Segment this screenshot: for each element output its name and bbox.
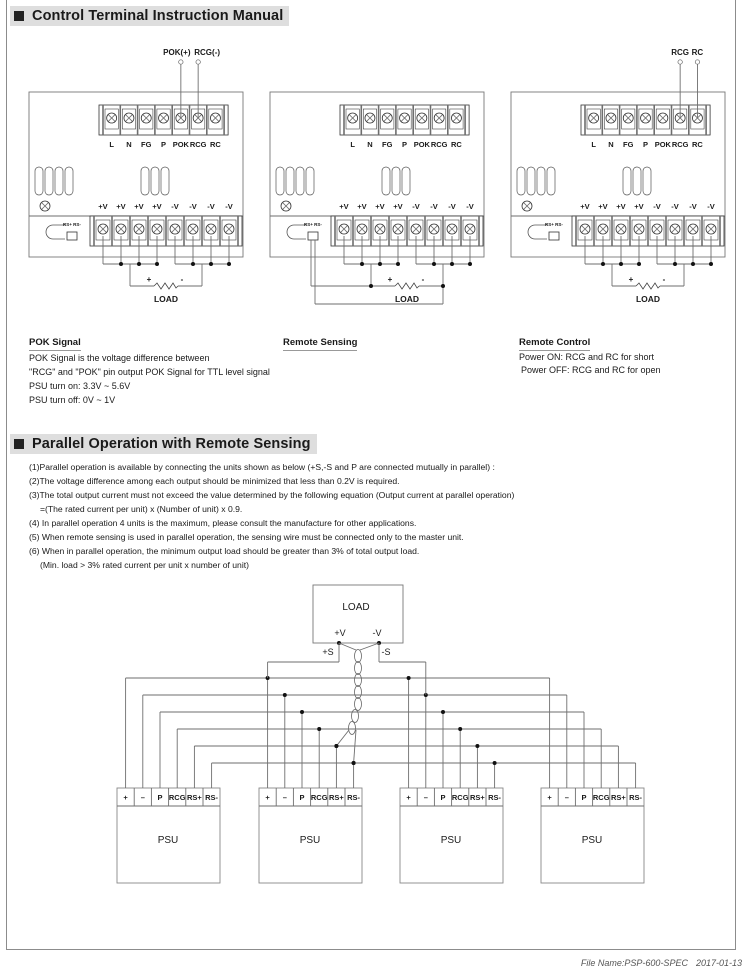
terminal-label-pok: POK	[654, 140, 671, 149]
psu-terminal-label: –	[423, 793, 428, 802]
terminal-label-rc: RC	[451, 140, 462, 149]
vent-slot	[382, 167, 390, 195]
rs-connector-label: RS+ RS-	[63, 222, 81, 227]
junction-dot	[191, 262, 195, 266]
output-label: -V	[430, 202, 438, 211]
twisted-pair	[349, 722, 356, 735]
output-label: -V	[707, 202, 715, 211]
output-label: +V	[134, 202, 144, 211]
pok-signal-line: "RCG" and "POK" pin output POK Signal for TTL level signal	[29, 367, 270, 377]
square-bullet-icon	[14, 439, 24, 449]
junction-dot	[691, 262, 695, 266]
pok-signal-heading: POK Signal	[29, 337, 81, 351]
junction-dot	[334, 744, 338, 748]
psu-terminal-label: RS-	[205, 793, 219, 802]
psu-terminal-label: P	[157, 793, 163, 802]
psu-terminal-label: +	[123, 793, 128, 802]
load-box	[313, 585, 403, 643]
junction-dot	[283, 693, 287, 697]
section-title-control-terminal	[10, 6, 289, 26]
load-minus: -	[180, 275, 184, 284]
footer-date: 2017-01-13	[695, 958, 742, 968]
junction-dot	[317, 727, 321, 731]
parallel-diagram	[0, 580, 750, 890]
junction-dot	[450, 262, 454, 266]
psu-terminal-label: –	[564, 793, 569, 802]
terminal-pin-icon	[695, 60, 699, 64]
junction-dot	[119, 262, 123, 266]
pok-plus-label: POK(+)	[163, 48, 191, 57]
psu-terminal-label: RCG	[168, 793, 186, 802]
vent-slot	[306, 167, 314, 195]
junction-dot	[475, 744, 479, 748]
junction-dot	[432, 262, 436, 266]
pok-signal-line: PSU turn on: 3.3V ~ 5.6V	[29, 381, 131, 391]
output-label: +V	[152, 202, 162, 211]
load-label: LOAD	[394, 294, 420, 304]
output-label: -V	[171, 202, 179, 211]
twisted-pair	[354, 730, 356, 763]
output-label: +V	[116, 202, 126, 211]
vent-slot	[517, 167, 525, 195]
junction-dot	[673, 262, 677, 266]
load-label: LOAD	[153, 294, 179, 304]
terminal-label-rcg: RCG	[189, 140, 207, 149]
output-label: +V	[634, 202, 644, 211]
output-label: -V	[466, 202, 474, 211]
twisted-pair	[355, 662, 362, 675]
vent-slot	[547, 167, 555, 195]
section-title-parallel	[10, 434, 317, 454]
vent-slot	[55, 167, 63, 195]
vent-slot	[35, 167, 43, 195]
psu-terminal-label: RS+	[186, 793, 202, 802]
load-minus: -	[421, 275, 425, 284]
vent-slot	[527, 167, 535, 195]
vent-slot	[151, 167, 159, 195]
junction-dot	[458, 727, 462, 731]
terminal-label-l: L	[109, 140, 114, 149]
vent-slot	[141, 167, 149, 195]
twisted-pair	[336, 730, 349, 746]
psu-label: PSU	[299, 835, 321, 846]
terminal-label-pok: POK	[413, 140, 430, 149]
junction-dot	[352, 761, 356, 765]
rc-label: RC	[691, 48, 704, 57]
load-plus: +	[628, 275, 634, 284]
output-label: +V	[580, 202, 590, 211]
terminal-label-p: P	[643, 140, 649, 149]
junction-dot	[369, 284, 373, 288]
output-label: -V	[189, 202, 197, 211]
psu-terminal-label: P	[299, 793, 305, 802]
terminal-label-rcg: RCG	[430, 140, 448, 149]
terminal-diagram-3	[511, 48, 725, 304]
psu-terminal-label: RCG	[451, 793, 469, 802]
junction-dot	[300, 710, 304, 714]
psu-terminal-label: +	[265, 793, 270, 802]
twisted-pair	[355, 698, 362, 711]
psu-terminal-label: RS+	[328, 793, 344, 802]
terminal-label-l: L	[591, 140, 596, 149]
psu-terminal-label: P	[440, 793, 446, 802]
psu-terminal-label: RS-	[488, 793, 502, 802]
terminal-pin-icon	[179, 60, 183, 64]
twisted-pair	[360, 643, 379, 650]
note-item: (5) When remote sensing is used in parallel operation, the sensing wire must be connected only to the master unit.	[29, 532, 464, 542]
psu-terminal-label: RS-	[629, 793, 643, 802]
load-label: LOAD	[635, 294, 661, 304]
resistor-icon	[636, 283, 660, 289]
psu-terminal-label: RS+	[469, 793, 485, 802]
twisted-pair	[355, 674, 362, 687]
output-label: -V	[448, 202, 456, 211]
terminal-label-n: N	[608, 140, 614, 149]
junction-dot	[360, 262, 364, 266]
psu-terminal-label: RCG	[592, 793, 610, 802]
vent-slot	[296, 167, 304, 195]
note-item: (3)The total output current must not exceed the value determined by the following equation (Output current at parallel operation)	[29, 490, 515, 500]
junction-dot	[155, 262, 159, 266]
junction-dot	[601, 262, 605, 266]
note-item: (2)The voltage difference among each output should be minimized that less than 0.2V is required.	[29, 476, 400, 486]
output-label: +V	[98, 202, 108, 211]
output-label: -V	[225, 202, 233, 211]
output-label: +V	[598, 202, 608, 211]
vent-slot	[65, 167, 73, 195]
note-item: (4) In parallel operation 4 units is the maximum, please consult the manufacture for other applications.	[29, 518, 417, 528]
junction-dot	[619, 262, 623, 266]
vent-slot	[623, 167, 631, 195]
vent-slot	[286, 167, 294, 195]
junction-dot	[441, 710, 445, 714]
output-label: +V	[339, 202, 349, 211]
vent-slot	[392, 167, 400, 195]
psu-terminal-label: RS-	[347, 793, 361, 802]
rcg-label: RCG	[671, 48, 690, 57]
terminal-diagram-2	[270, 92, 484, 304]
junction-dot	[396, 262, 400, 266]
resistor-icon	[395, 283, 419, 289]
section-title-text: Parallel Operation with Remote Sensing	[32, 436, 311, 452]
vent-slot	[45, 167, 53, 195]
terminal-diagrams	[0, 40, 750, 315]
psu-terminal-label: RCG	[310, 793, 328, 802]
psu-terminal-label: +	[547, 793, 552, 802]
section-title-text: Control Terminal Instruction Manual	[32, 8, 284, 24]
output-label: +V	[616, 202, 626, 211]
load-minus: -	[662, 275, 666, 284]
output-label: -V	[412, 202, 420, 211]
load-pos-label: +V	[334, 628, 346, 638]
remote-sensing-heading: Remote Sensing	[283, 337, 357, 351]
psu-terminal-label: –	[282, 793, 287, 802]
junction-dot	[637, 262, 641, 266]
footer-file-name: File Name:PSP-600-SPEC	[580, 958, 688, 968]
terminal-label-fg: FG	[623, 140, 634, 149]
psu-label: PSU	[581, 835, 603, 846]
vent-slot	[643, 167, 651, 195]
remote-control-heading: Remote Control	[519, 337, 590, 351]
rs-connector-label: RS+ RS-	[304, 222, 322, 227]
psu-terminal-label: –	[140, 793, 145, 802]
rs-connector	[549, 232, 559, 240]
vent-slot	[537, 167, 545, 195]
note-item: (1)Parallel operation is available by connecting the units shown as below (+S,-S and P are connected mutually in parallel) :	[29, 462, 495, 472]
footer	[581, 958, 742, 968]
junction-dot	[209, 262, 213, 266]
vent-slot	[633, 167, 641, 195]
remote-control-line: Power ON: RCG and RC for short	[519, 352, 655, 362]
terminal-label-n: N	[126, 140, 132, 149]
note-item: (Min. load > 3% rated current per unit x number of unit)	[40, 560, 249, 570]
twisted-pair	[339, 643, 356, 650]
pok-signal-line: POK Signal is the voltage difference between	[29, 353, 210, 363]
remote-control-line: Power OFF: RCG and RC for open	[521, 365, 661, 375]
output-label: -V	[207, 202, 215, 211]
resistor-icon	[154, 283, 178, 289]
terminal-label-p: P	[161, 140, 167, 149]
junction-dot	[407, 676, 411, 680]
twisted-pair	[355, 650, 362, 663]
psu-label: PSU	[440, 835, 462, 846]
terminal-label-rcg: RCG	[671, 140, 689, 149]
psu-terminal-label: P	[581, 793, 587, 802]
terminal-label-p: P	[402, 140, 408, 149]
rcg-minus-label: RCG(-)	[194, 48, 221, 57]
note-item: =(The rated current per unit) x (Number of unit) x 0.9.	[40, 504, 243, 514]
twisted-pair	[355, 686, 362, 699]
twisted-pair	[352, 710, 359, 723]
rs-connector	[308, 232, 318, 240]
junction-dot	[137, 262, 141, 266]
junction-dot	[468, 262, 472, 266]
terminal-label-fg: FG	[141, 140, 152, 149]
sense-pos-label: +S	[322, 647, 334, 657]
terminal-label-pok: POK	[172, 140, 189, 149]
psu-label: PSU	[157, 835, 179, 846]
vent-slot	[161, 167, 169, 195]
pok-signal-line: PSU turn off: 0V ~ 1V	[29, 395, 116, 405]
vent-slot	[402, 167, 410, 195]
output-label: -V	[653, 202, 661, 211]
terminal-diagram-1	[29, 48, 243, 304]
terminal-label-fg: FG	[382, 140, 393, 149]
load-plus: +	[387, 275, 393, 284]
output-label: +V	[357, 202, 367, 211]
terminal-label-rc: RC	[210, 140, 221, 149]
psu-terminal-label: +	[406, 793, 411, 802]
psu-terminal-label: RS+	[610, 793, 626, 802]
load-plus: +	[146, 275, 152, 284]
square-bullet-icon	[14, 11, 24, 21]
junction-dot	[441, 284, 445, 288]
load-box-label: LOAD	[342, 602, 370, 613]
note-item: (6) When in parallel operation, the minimum output load should be greater than 3% of total output load.	[29, 546, 420, 556]
terminal-pin-icon	[196, 60, 200, 64]
junction-dot	[493, 761, 497, 765]
junction-dot	[378, 262, 382, 266]
terminal-label-rc: RC	[692, 140, 703, 149]
output-label: +V	[393, 202, 403, 211]
rs-connector-label: RS+ RS-	[545, 222, 563, 227]
output-label: -V	[689, 202, 697, 211]
terminal-pin-icon	[678, 60, 682, 64]
output-label: +V	[375, 202, 385, 211]
load-neg-label: -V	[372, 628, 382, 638]
vent-slot	[276, 167, 284, 195]
terminal-label-n: N	[367, 140, 373, 149]
parallel-notes	[29, 460, 514, 572]
output-label: -V	[671, 202, 679, 211]
junction-dot	[709, 262, 713, 266]
rs-connector	[67, 232, 77, 240]
sense-neg-label: -S	[381, 647, 391, 657]
junction-dot	[227, 262, 231, 266]
terminal-label-l: L	[350, 140, 355, 149]
